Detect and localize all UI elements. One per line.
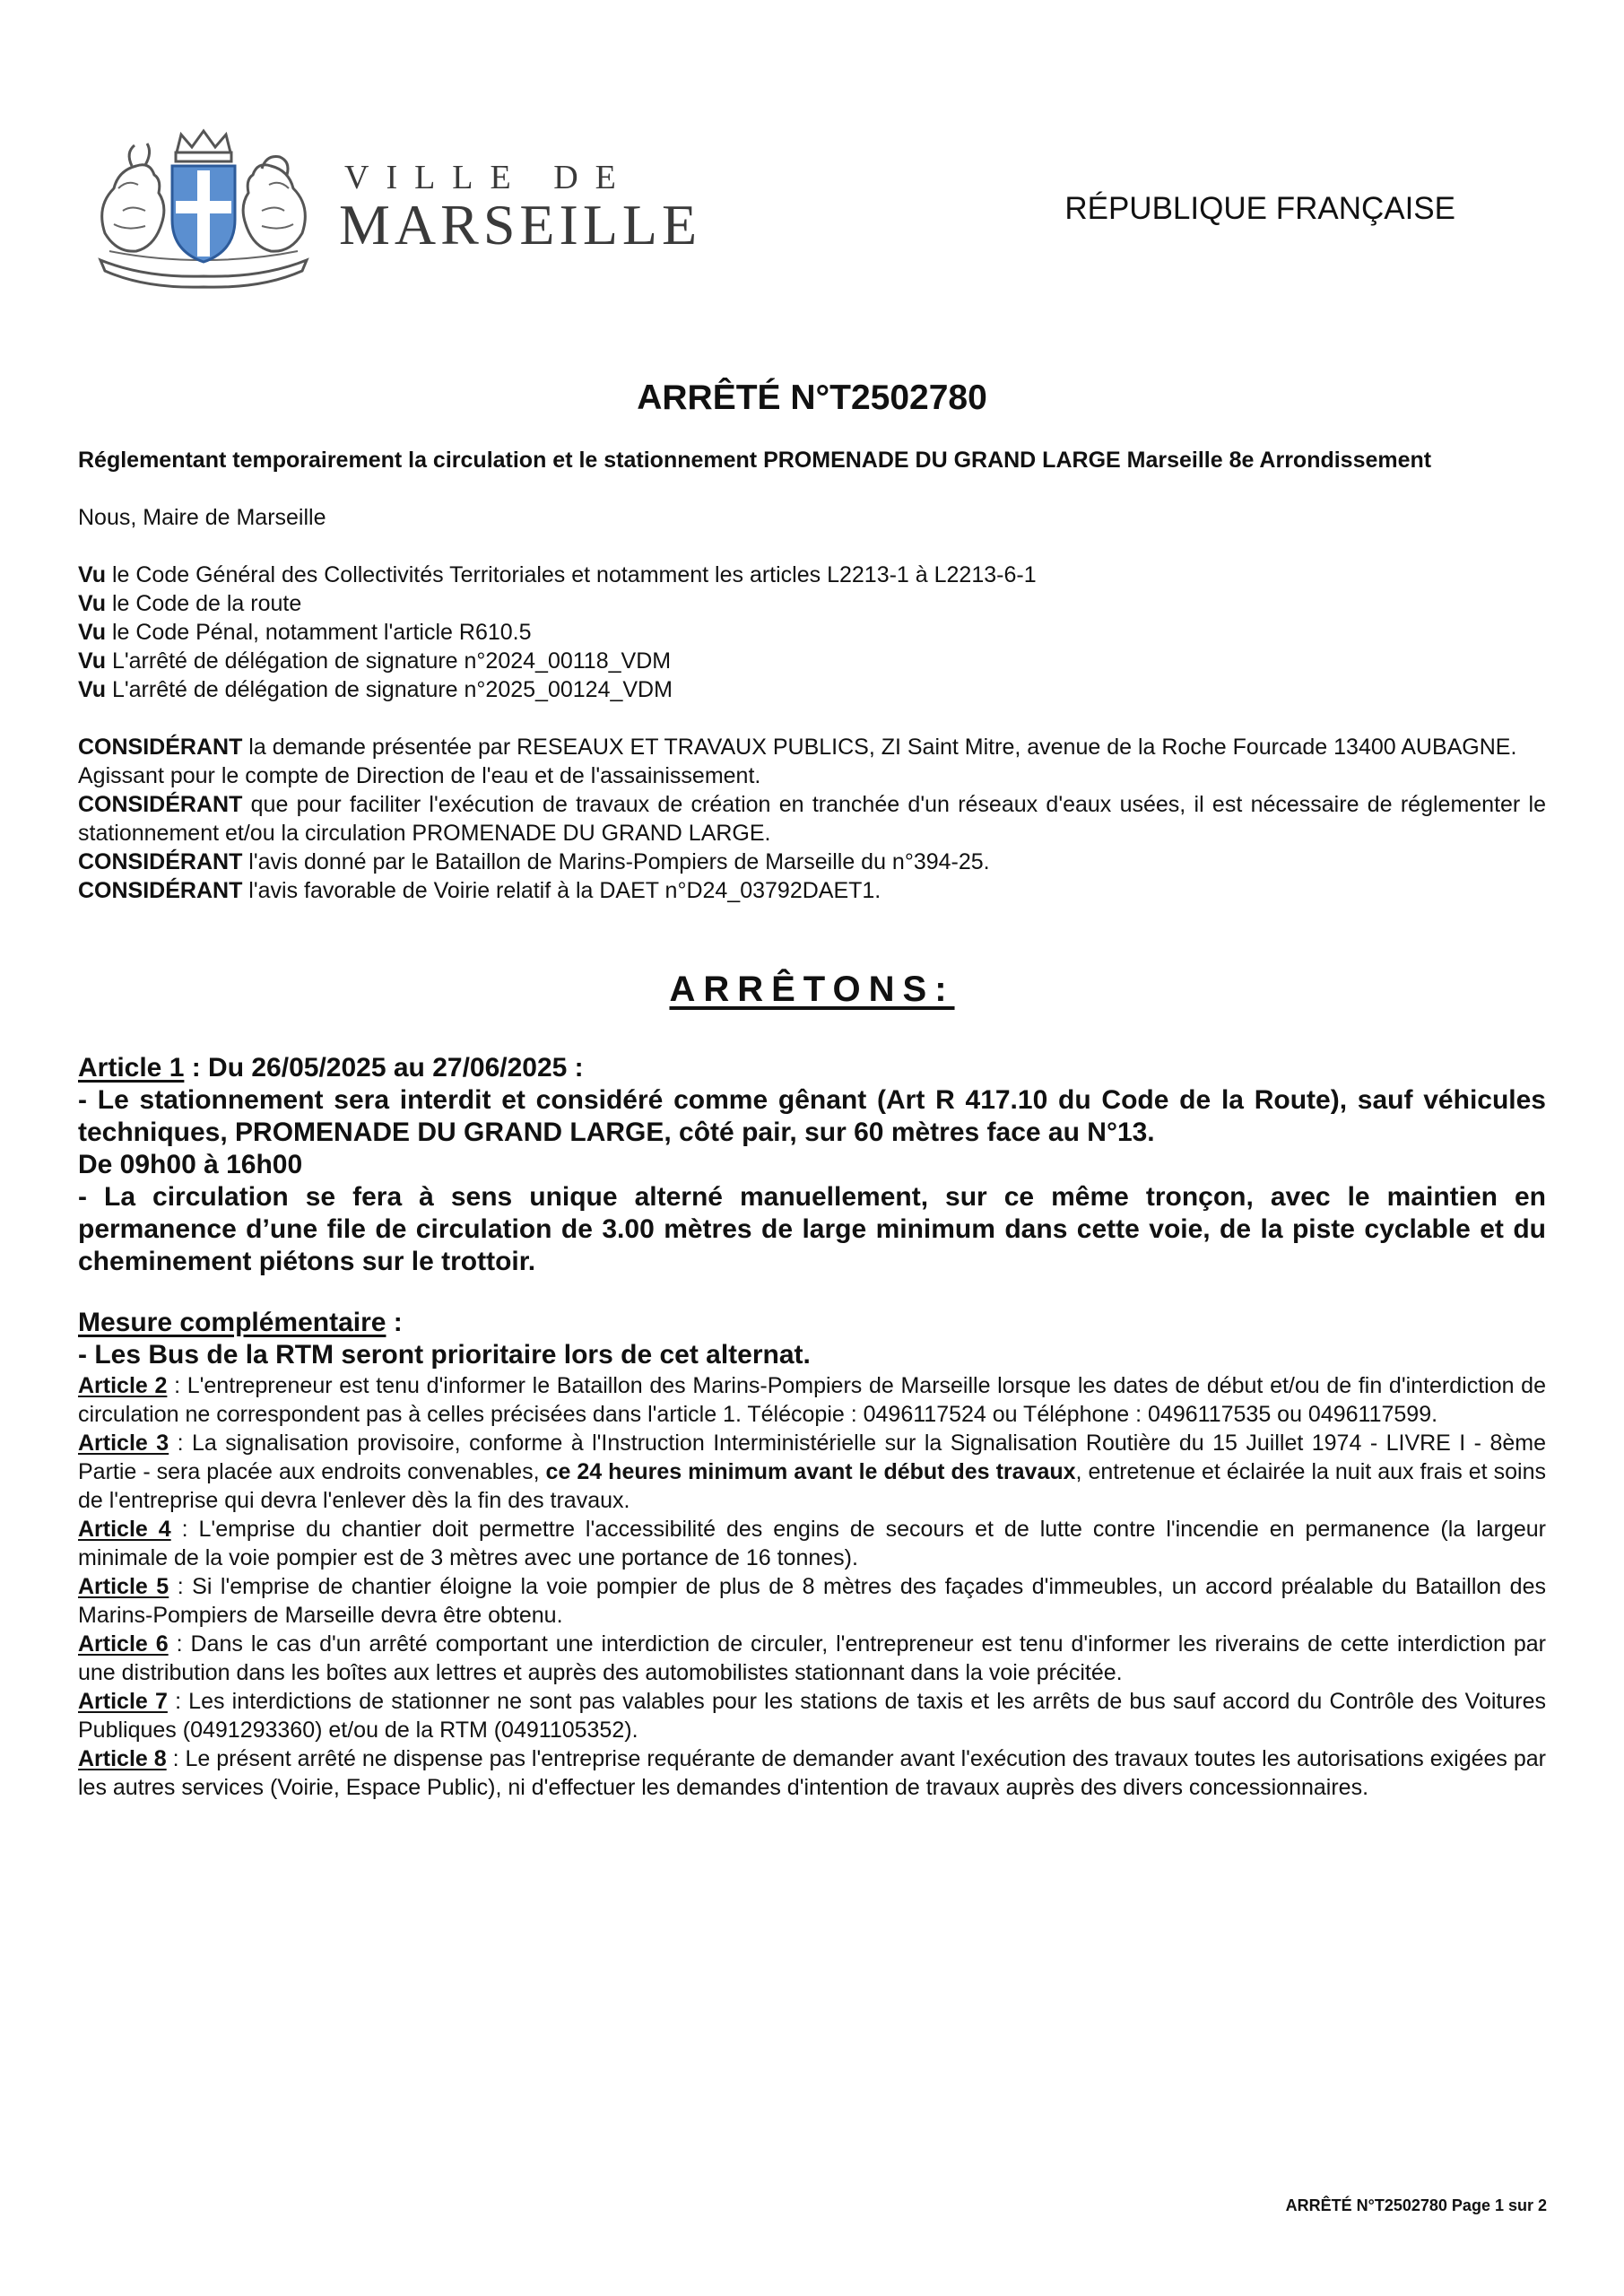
article-1-parking-rule: - Le stationnement sera interdit et considéré comme gênant (Art R 417.10 du Code de la Route), sauf véhicules techniques, PROMENADE DU GRAND LARGE, côté pair, sur 60 mètres face au N°13. (78, 1085, 1546, 1147)
considerant-item: CONSIDÉRANT que pour faciliter l'exécution de travaux de création en tranchée d'un réseaux d'eaux usées, il est nécessaire de réglementer le stationnement et/ou la circulation PROMENADE DU GRAND LARGE. (78, 792, 1546, 846)
mayor-statement: Nous, Maire de Marseille (78, 505, 326, 530)
marseille-coat-of-arms-icon (83, 126, 325, 296)
decree-subject: Réglementant temporairement la circulation et le stationnement PROMENADE DU GRAND LARGE Marseille 8e Arrondissement (78, 448, 1432, 473)
considerant-item: CONSIDÉRANT l'avis donné par le Bataillon de Marins-Pompiers de Marseille du n°394-25. (78, 849, 990, 874)
vu-item: Vu le Code Général des Collectivités Territoriales et notamment les articles L2213-1 à L2213-6-1 (78, 562, 1037, 587)
vu-list (78, 561, 1546, 704)
article-1-traffic-rule: - La circulation se fera à sens unique alterné manuellement, sur ce même tronçon, avec le maintien en permanence d’une file de circulation de 3.00 mètres de large minimum dans cette voie, de la piste cyclable et du cheminement piétons sur le trottoir. (78, 1182, 1546, 1276)
article-1-hours: De 09h00 à 16h00 (78, 1150, 303, 1179)
vu-item: Vu le Code Pénal, notamment l'article R610.5 (78, 620, 532, 645)
article-3: Article 3 : La signalisation provisoire, conforme à l'Instruction Interministérielle sur la Signalisation Routière du 15 Juillet 1974 - LIVRE I - 8ème Partie - sera placée aux endroits convenables, ce 24 heures minimum avant le début des travaux, entretenue et éclairée la nuit aux frais et soins de l'entreprise qui devra l'enlever dès la fin des travaux. (78, 1431, 1546, 1513)
document-body (78, 446, 1546, 1802)
logo-text-ville-de: VILLE DE (344, 159, 633, 196)
article-2: Article 2 : L'entrepreneur est tenu d'informer le Bataillon des Marins-Pompiers de Marseille lorsque les dates de début et/ou de fin d'interdiction de circulation ne correspondent pas à celles précisées dans l'article 1. Télécopie : 0496117524 ou Téléphone : 0496117535 ou 0496117599. (78, 1373, 1546, 1427)
considerant-section (78, 733, 1546, 905)
article-1-label: Article 1 (78, 1053, 185, 1083)
mesure-label: Mesure complémentaire (78, 1308, 386, 1337)
agissant-line: Agissant pour le compte de Direction de l'eau et de l'assainissement. (78, 763, 761, 788)
page-footer: ARRÊTÉ N°T2502780 Page 1 sur 2 (1285, 2196, 1547, 2214)
vu-item: Vu L'arrêté de délégation de signature n°2024_00118_VDM (78, 648, 672, 674)
vu-item: Vu L'arrêté de délégation de signature n°2025_00124_VDM (78, 677, 673, 702)
vu-item: Vu le Code de la route (78, 591, 302, 616)
ville-de-marseille-logo (83, 126, 702, 296)
article-4: Article 4 : L'emprise du chantier doit permettre l'accessibilité des engins de secours et de lutte contre l'incendie en permanence (la largeur minimale de la voie pompier est de 3 mètres avec une portance de 16 tonnes). (78, 1517, 1546, 1570)
republique-francaise-heading: RÉPUBLIQUE FRANÇAISE (1064, 191, 1455, 226)
considerant-item: CONSIDÉRANT la demande présentée par RESEAUX ET TRAVAUX PUBLICS, ZI Saint Mitre, avenue de la Roche Fourcade 13400 AUBAGNE. (78, 735, 1517, 760)
article-5: Article 5 : Si l'emprise de chantier éloigne la voie pompier de plus de 8 mètres des façades d'immeubles, un accord préalable du Bataillon des Marins-Pompiers de Marseille devra être obtenu. (78, 1574, 1546, 1628)
article-1: Article 1 : Du 26/05/2025 au 27/06/2025 : - Le stationnement sera interdit et considéré comme gênant (Art R 417.10 du Code de la Route), sauf véhicules techniques, PROMENADE DU GRAND LARGE, côté pair, sur 60 mètres face au N°13. De 09h00 à 16h00 - La circulation se fera à sens unique alterné manuellement, sur ce même tronçon, avec le maintien en permanence d’une file de circulation de 3.00 mètres de large minimum dans cette voie, de la piste cyclable et du cheminement piétons sur le trottoir. (78, 1053, 1546, 1276)
arretons-heading: ARRÊTONS: (669, 970, 955, 1009)
logo-text-marseille: MARSEILLE (339, 193, 702, 257)
article-6: Article 6 : Dans le cas d'un arrêté comportant une interdiction de circuler, l'entrepreneur est tenu d'informer les riverains de cette interdiction par une distribution dans les boîtes aux lettres et auprès des automobilistes stationnant dans la voie précitée. (78, 1631, 1546, 1685)
considerant-item: CONSIDÉRANT l'avis favorable de Voirie relatif à la DAET n°D24_03792DAET1. (78, 878, 881, 903)
decree-title: ARRÊTÉ N°T2502780 (637, 378, 987, 417)
mesure-complementaire: Mesure complémentaire : - Les Bus de la RTM seront prioritaire lors de cet alternat. (78, 1307, 1546, 1371)
article-7: Article 7 : Les interdictions de stationner ne sont pas valables pour les stations de taxis et les arrêts de bus sauf accord du Contrôle des Voitures Publiques (0491293360) et/ou de la RTM (0491105352). (78, 1689, 1546, 1743)
article-8: Article 8 : Le présent arrêté ne dispense pas l'entreprise requérante de demander avant l'exécution des travaux toutes les autorisations exigées par les autres services (Voirie, Espace Public), ni d'effectuer les demandes d'intention de travaux auprès des divers concessionnaires. (78, 1746, 1546, 1800)
mesure-text: - Les Bus de la RTM seront prioritaire lors de cet alternat. (78, 1340, 811, 1370)
